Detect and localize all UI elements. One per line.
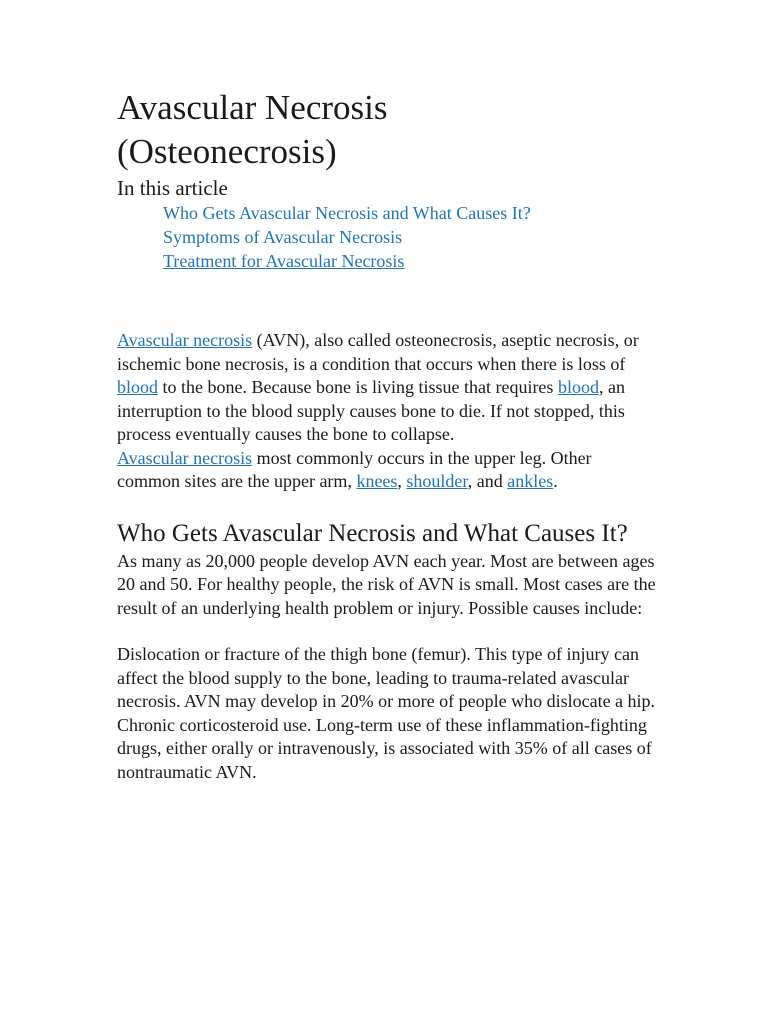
toc-item-symptoms xyxy=(163,225,657,249)
intro-paragraph xyxy=(117,329,657,447)
toc-link-who-gets[interactable]: Who Gets Avascular Necrosis and What Causes It? xyxy=(163,203,531,223)
paragraph-spacer xyxy=(117,620,657,643)
section-heading-who-gets: Who Gets Avascular Necrosis and What Causes It? xyxy=(117,519,628,547)
link-ankles[interactable]: ankles xyxy=(507,471,554,491)
link-avascular-necrosis-2[interactable]: Avascular necrosis xyxy=(117,447,253,468)
sites-text-4: . xyxy=(553,471,558,491)
intro-text-3: , an interruption to the blood supply causes bone to die. If not stopped, this process eventually causes the bone to collapse. xyxy=(117,377,625,444)
link-shoulder[interactable]: shoulder xyxy=(406,471,468,491)
article xyxy=(117,86,657,784)
page-title-line2: (Osteonecrosis) xyxy=(117,132,337,171)
link-blood[interactable]: blood xyxy=(117,377,159,397)
causes-intro-paragraph: As many as 20,000 people develop AVN each year. Most are between ages 20 and 50. For healthy people, the risk of AVN is small. Most cases are the result of an underlying health problem or injury. Possible causes include: xyxy=(117,550,656,618)
sites-paragraph xyxy=(117,447,657,494)
sites-text-3: , and xyxy=(467,471,508,491)
sites-text-2: , xyxy=(397,471,407,491)
link-blood-2[interactable]: blood xyxy=(557,377,599,397)
cause-corticosteroid-paragraph: Chronic corticosteroid use. Long-term use of these inflammation-fighting drugs, either orally or intravenously, is associated with 35% of all cases of nontraumatic AVN. xyxy=(117,714,652,782)
toc-link-treatment[interactable]: Treatment for Avascular Necrosis xyxy=(163,251,405,271)
cause-dislocation-paragraph: Dislocation or fracture of the thigh bone (femur). This type of injury can affect the blood supply to the bone, leading to trauma-related avascular necrosis. AVN may develop in 20% or more of people who dislocate a hip. xyxy=(117,644,656,711)
sites-text-1: most commonly occurs in the upper leg. Other common sites are the upper arm, xyxy=(117,447,592,491)
link-knees[interactable]: knees xyxy=(356,471,398,491)
toc-item-treatment xyxy=(163,249,657,273)
link-avascular-necrosis[interactable]: Avascular necrosis xyxy=(117,330,253,350)
page-title-line1: Avascular Necrosis xyxy=(117,88,388,127)
toc-link-symptoms[interactable]: Symptoms of Avascular Necrosis xyxy=(163,227,403,247)
toc-item-who-gets xyxy=(163,201,657,225)
intro-text-1: (AVN), also called osteonecrosis, aseptic necrosis, or ischemic bone necrosis, is a condition that occurs when there is loss of xyxy=(117,330,639,374)
intro-text-2: to the bone. Because bone is living tissue that requires xyxy=(158,377,558,397)
in-this-article-label: In this article xyxy=(117,176,228,200)
table-of-contents xyxy=(117,201,657,273)
page-title xyxy=(117,86,657,174)
